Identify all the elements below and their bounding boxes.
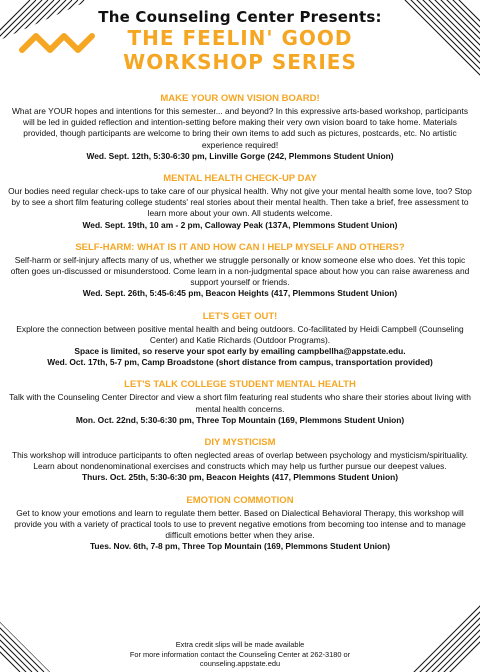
workshop-college-mental-health: [8, 379, 472, 426]
workshop-title: EMOTION COMMOTION: [186, 494, 294, 506]
workshop-vision-board: [8, 93, 472, 162]
workshop-title: SELF-HARM: WHAT IS IT AND HOW CAN I HELP MYSELF AND OTHERS?: [75, 241, 405, 253]
workshop-diy-mysticism: [8, 437, 472, 484]
workshop-description: Get to know your emotions and learn to regulate them better. Based on Dialectical Behavioral Therapy, this workshop will provide you with a variety of practical tools to use to prevent negative emotions from becoming too intense and to manage difficult emotions better when they arise.: [14, 507, 466, 541]
workshop-date-location: Thurs. Oct. 25th, 5:30-6:30 pm, Beacon Heights (417, Plemmons Student Union): [82, 472, 398, 483]
workshop-title: DIY MYSTICISM: [204, 437, 276, 449]
workshop-title: MENTAL HEALTH CHECK-UP DAY: [163, 173, 317, 185]
workshop-description: Our bodies need regular check-ups to take care of our physical health. Why not give your mental health some love, too? Stop by to see a short film featuring college students' real stories about their mental health. Then take a brief, free assessment to learn more about your own. All students welcome.: [8, 186, 472, 219]
series-title-line-2: WORKSHOP SERIES: [123, 50, 357, 74]
workshop-emotion-commotion: [8, 495, 472, 553]
presenter-heading: The Counseling Center Presents:: [98, 8, 382, 26]
workshop-description: Talk with the Counseling Center Director and view a short film featuring real students who share their stories about living with mental health concerns.: [9, 392, 471, 414]
workshop-lets-get-out: [8, 311, 472, 369]
workshop-description: Explore the connection between positive mental health and being outdoors. Co-facilitated by Heidi Campbell (Counseling Center) and Katie Richards (Outdoor Programs).: [16, 323, 464, 345]
workshop-mental-health-check-up: [8, 173, 472, 231]
workshop-title: LET'S TALK COLLEGE STUDENT MENTAL HEALTH: [124, 379, 356, 391]
workshop-description: Self-harm or self-injury affects many of us, whether we struggle personally or know someone else who does. Yet this topic often goes un-discussed or misunderstood. Come learn in a non-judgmental space about how you can raise awareness and support yourself or friends.: [10, 254, 470, 288]
workshop-date-location: Tues. Nov. 6th, 7-8 pm, Three Top Mountain (169, Plemmons Student Union): [89, 541, 391, 552]
contact-website: counseling.appstate.edu: [199, 659, 281, 668]
workshop-date-location: Wed. Sept. 19th, 10 am - 2 pm, Calloway Peak (137A, Plemmons Student Union): [82, 219, 398, 230]
workshop-description: This workshop will introduce participants to often neglected areas of overlap between psychology and mysticism/spirituality. Learn about nondenominational exercises and constructs which may help us further pursue our deepest values.: [11, 450, 469, 472]
flyer-footer: [0, 640, 480, 669]
workshop-date-location: Wed. Oct. 17th, 5-7 pm, Camp Broadstone (short distance from campus, transportation provided): [47, 357, 433, 368]
workshop-title: MAKE YOUR OWN VISION BOARD!: [160, 93, 320, 104]
flyer-header: [0, 8, 480, 74]
workshop-date-location: Mon. Oct. 22nd, 5:30-6:30 pm, Three Top Mountain (169, Plemmons Student Union): [75, 414, 405, 425]
workshop-self-harm: [8, 242, 472, 300]
workshop-description: What are YOUR hopes and intentions for this semester... and beyond? In this expressive arts-based workshop, participants will be led in guided reflection and intention-setting before making their very own vision board to take home. Materials provided, though participants are welcome to bring their own items to add such as pictures, postcards, etc. No artistic experience required!: [11, 106, 469, 150]
workshop-registration-note: Space is limited, so reserve your spot early by emailing campbellha@appstate.edu.: [74, 346, 406, 357]
workshop-list: [8, 93, 472, 563]
extra-credit-note: Extra credit slips will be made available: [175, 640, 305, 649]
contact-info: For more information contact the Counseling Center at 262-3180 or: [129, 649, 351, 659]
series-title-line-1: THE FEELIN' GOOD: [127, 26, 353, 50]
workshop-date-location: Wed. Sept. 12th, 5:30-6:30 pm, Linville Gorge (242, Plemmons Student Union): [86, 150, 394, 161]
workshop-title: LET'S GET OUT!: [202, 310, 278, 322]
workshop-date-location: Wed. Sept. 26th, 5:45-6:45 pm, Beacon Heights (417, Plemmons Student Union): [82, 288, 398, 299]
